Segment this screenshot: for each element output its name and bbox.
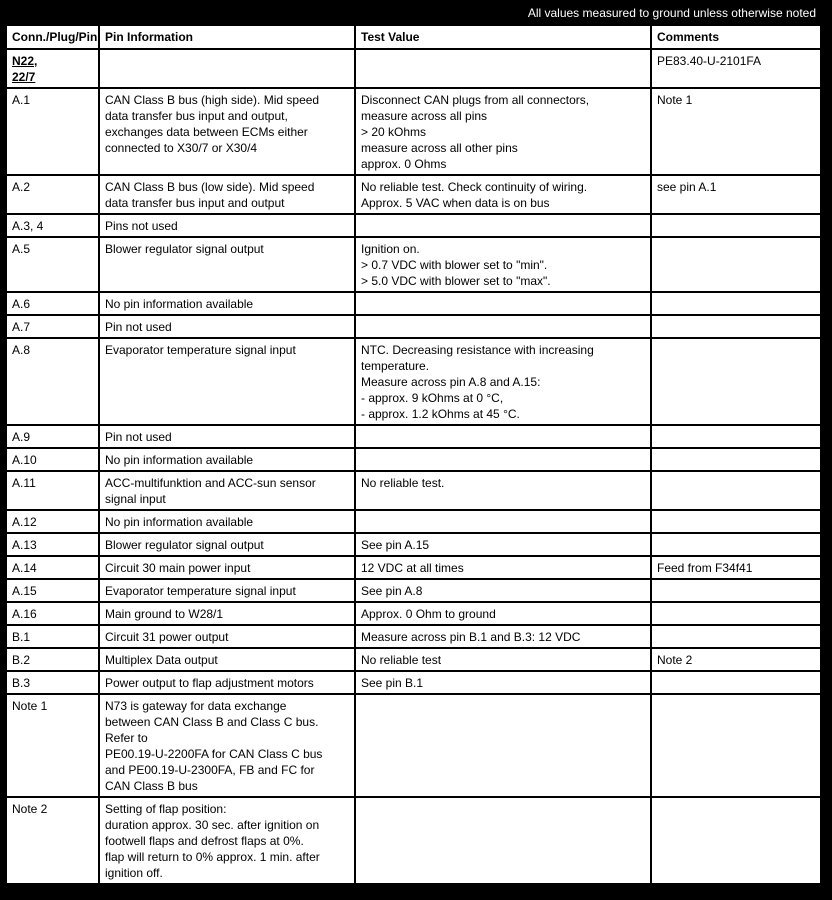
test-value-cell bbox=[355, 797, 651, 884]
table-row bbox=[6, 797, 821, 884]
column-header-pin: Conn./Plug/Pin bbox=[6, 25, 99, 49]
table-row bbox=[6, 556, 821, 579]
table-row bbox=[6, 49, 821, 88]
comment-cell bbox=[651, 448, 821, 471]
pin-info-cell: Blower regulator signal output bbox=[99, 237, 355, 292]
comment-cell bbox=[651, 425, 821, 448]
comment-cell bbox=[651, 292, 821, 315]
pin-cell: A.9 bbox=[6, 425, 99, 448]
comment-cell bbox=[651, 797, 821, 884]
pin-cell: Note 2 bbox=[6, 797, 99, 884]
table-row bbox=[6, 88, 821, 175]
pin-info-cell: ACC-multifunktion and ACC-sun sensor signal input bbox=[99, 471, 355, 510]
comment-cell bbox=[651, 510, 821, 533]
pin-cell: A.3, 4 bbox=[6, 214, 99, 237]
comment-cell: Note 2 bbox=[651, 648, 821, 671]
comment-cell bbox=[651, 671, 821, 694]
test-value-cell bbox=[355, 694, 651, 797]
table-row bbox=[6, 175, 821, 214]
test-value-cell bbox=[355, 425, 651, 448]
pin-info-cell: N73 is gateway for data exchange between CAN Class B and Class C bus. Refer to PE00.19-U-2200FA for CAN Class C bus and PE00.19-U-2300FA, FB and FC for CAN Class B bus bbox=[99, 694, 355, 797]
test-value-cell: 12 VDC at all times bbox=[355, 556, 651, 579]
comment-cell bbox=[651, 579, 821, 602]
pin-info-cell: Multiplex Data output bbox=[99, 648, 355, 671]
table-row bbox=[6, 471, 821, 510]
pin-info-cell: Blower regulator signal output bbox=[99, 533, 355, 556]
table-row bbox=[6, 533, 821, 556]
header-banner bbox=[0, 0, 832, 24]
table-row bbox=[6, 579, 821, 602]
test-value-cell: See pin B.1 bbox=[355, 671, 651, 694]
test-value-cell bbox=[355, 292, 651, 315]
pin-info-cell: Evaporator temperature signal input bbox=[99, 338, 355, 425]
table-row bbox=[6, 602, 821, 625]
table-row bbox=[6, 214, 821, 237]
test-value-cell: See pin A.8 bbox=[355, 579, 651, 602]
test-value-cell bbox=[355, 49, 651, 88]
pin-info-cell: No pin information available bbox=[99, 448, 355, 471]
table-row bbox=[6, 694, 821, 797]
pin-cell: A.8 bbox=[6, 338, 99, 425]
comment-cell: Note 1 bbox=[651, 88, 821, 175]
comment-cell bbox=[651, 694, 821, 797]
pin-cell: A.10 bbox=[6, 448, 99, 471]
test-value-cell: Measure across pin B.1 and B.3: 12 VDC bbox=[355, 625, 651, 648]
table-row bbox=[6, 425, 821, 448]
pin-info-cell: CAN Class B bus (low side). Mid speed data transfer bus input and output bbox=[99, 175, 355, 214]
comment-cell bbox=[651, 237, 821, 292]
pin-info-cell: Main ground to W28/1 bbox=[99, 602, 355, 625]
test-value-cell: Disconnect CAN plugs from all connectors, measure across all pins > 20 kOhms measure across all other pins approx. 0 Ohms bbox=[355, 88, 651, 175]
pin-info-cell: No pin information available bbox=[99, 510, 355, 533]
pin-cell: N22, 22/7 bbox=[6, 49, 99, 88]
pin-cell: A.13 bbox=[6, 533, 99, 556]
pin-info-cell: CAN Class B bus (high side). Mid speed data transfer bus input and output, exchanges data between ECMs either connected to X30/7 or X30/4 bbox=[99, 88, 355, 175]
pin-cell: A.15 bbox=[6, 579, 99, 602]
comment-cell: Feed from F34f41 bbox=[651, 556, 821, 579]
test-value-cell: Approx. 0 Ohm to ground bbox=[355, 602, 651, 625]
pin-cell: A.6 bbox=[6, 292, 99, 315]
pin-cell: A.7 bbox=[6, 315, 99, 338]
pin-info-cell: Circuit 31 power output bbox=[99, 625, 355, 648]
comment-cell bbox=[651, 533, 821, 556]
pin-cell: A.12 bbox=[6, 510, 99, 533]
measurement-note: All values measured to ground unless otherwise noted bbox=[527, 6, 816, 20]
table-row bbox=[6, 315, 821, 338]
comment-cell bbox=[651, 471, 821, 510]
test-value-cell: Ignition on. > 0.7 VDC with blower set to "min". > 5.0 VDC with blower set to "max". bbox=[355, 237, 651, 292]
table-row bbox=[6, 237, 821, 292]
column-header-test: Test Value bbox=[355, 25, 651, 49]
pin-cell: A.16 bbox=[6, 602, 99, 625]
test-value-cell: No reliable test. bbox=[355, 471, 651, 510]
pin-cell: Note 1 bbox=[6, 694, 99, 797]
pin-info-cell: No pin information available bbox=[99, 292, 355, 315]
test-value-cell bbox=[355, 510, 651, 533]
pin-cell: A.11 bbox=[6, 471, 99, 510]
comment-cell bbox=[651, 602, 821, 625]
pin-info-cell: Setting of flap position: duration approx. 30 sec. after ignition on footwell flaps and defrost flaps at 0%. flap will return to 0% approx. 1 min. after ignition off. bbox=[99, 797, 355, 884]
table-row bbox=[6, 292, 821, 315]
pin-cell: A.2 bbox=[6, 175, 99, 214]
comment-cell: PE83.40-U-2101FA bbox=[651, 49, 821, 88]
comment-cell bbox=[651, 625, 821, 648]
table-row bbox=[6, 671, 821, 694]
test-value-cell: NTC. Decreasing resistance with increasing temperature. Measure across pin A.8 and A.15: - approx. 9 kOhms at 0 °C, - approx. 1.2 kOhms at 45 °C. bbox=[355, 338, 651, 425]
test-value-cell bbox=[355, 214, 651, 237]
pin-cell: B.2 bbox=[6, 648, 99, 671]
comment-cell: see pin A.1 bbox=[651, 175, 821, 214]
table-header-row bbox=[6, 25, 821, 49]
pin-info-cell bbox=[99, 49, 355, 88]
column-header-comments: Comments bbox=[651, 25, 821, 49]
pin-table bbox=[5, 24, 822, 885]
comment-cell bbox=[651, 214, 821, 237]
comment-cell bbox=[651, 338, 821, 425]
table-row bbox=[6, 510, 821, 533]
test-value-cell: No reliable test bbox=[355, 648, 651, 671]
pin-info-cell: Evaporator temperature signal input bbox=[99, 579, 355, 602]
pin-info-cell: Pin not used bbox=[99, 315, 355, 338]
pin-cell: A.5 bbox=[6, 237, 99, 292]
pin-cell: B.1 bbox=[6, 625, 99, 648]
pin-cell: A.1 bbox=[6, 88, 99, 175]
pin-cell: B.3 bbox=[6, 671, 99, 694]
test-value-cell: No reliable test. Check continuity of wiring. Approx. 5 VAC when data is on bus bbox=[355, 175, 651, 214]
test-value-cell bbox=[355, 315, 651, 338]
table-row bbox=[6, 648, 821, 671]
pin-info-cell: Pin not used bbox=[99, 425, 355, 448]
pin-cell: A.14 bbox=[6, 556, 99, 579]
pin-info-cell: Circuit 30 main power input bbox=[99, 556, 355, 579]
pin-info-cell: Power output to flap adjustment motors bbox=[99, 671, 355, 694]
test-value-cell: See pin A.15 bbox=[355, 533, 651, 556]
table-row bbox=[6, 338, 821, 425]
pin-info-cell: Pins not used bbox=[99, 214, 355, 237]
comment-cell bbox=[651, 315, 821, 338]
table-row bbox=[6, 448, 821, 471]
column-header-info: Pin Information bbox=[99, 25, 355, 49]
test-value-cell bbox=[355, 448, 651, 471]
table-row bbox=[6, 625, 821, 648]
